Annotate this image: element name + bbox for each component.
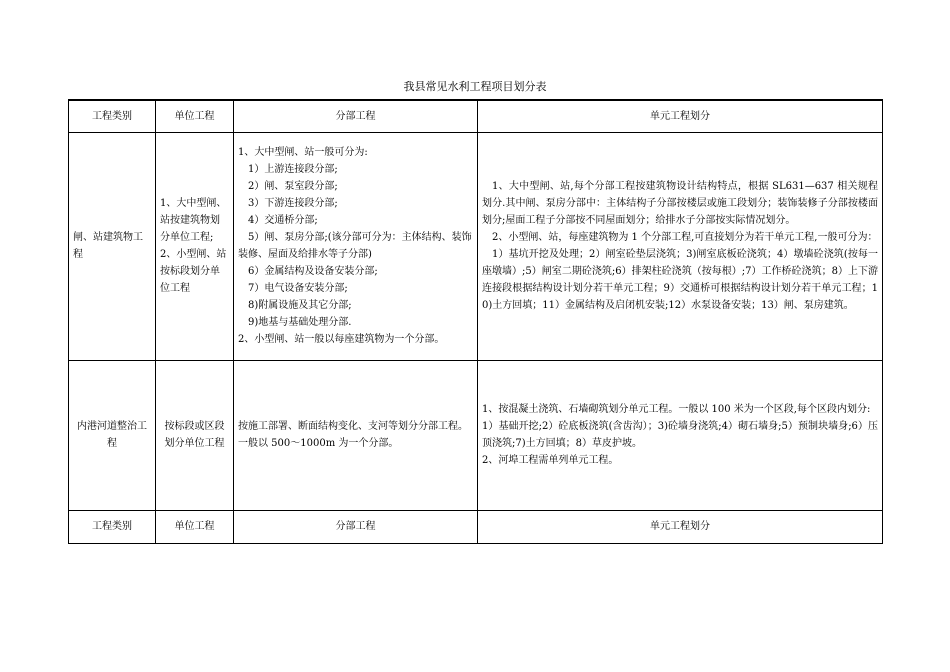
footer-header-division: 分部工程: [234, 510, 478, 543]
element-paragraph: 1）基坑开挖及处理；2）闸室砼垫层浇筑；3)闸室底板砼浇筑；4）墩墙砼浇筑(按每一座墩墙）;5）闸室二期砼浇筑;6）排架柱砼浇筑（按每根）;7）工作桥砼浇筑；8）上下游连接段根据结构设计划分若干单元工程；9）交通桥可根据结构设计划分若干单元工程；10)土方回填；11）金属结构及启闭机安装;12）水泵设备安装；13）闸、泵房建筑。: [482, 249, 878, 311]
division-line: 6）金属结构及设备安装分部;: [248, 266, 378, 277]
division-line: 1、大中型闸、站一般可分为:: [238, 147, 368, 158]
header-element: 单元工程划分: [478, 100, 883, 132]
cell-unit: [156, 132, 234, 360]
cell-category: 内港河道整治工程: [69, 360, 156, 510]
unit-line: 2、小型闸、站按标段划分单位工程: [160, 249, 227, 294]
cell-division: [234, 132, 478, 360]
element-paragraph: 2、小型闸、站，每座建筑物为 1 个分部工程,可直接划分为若干单元工程,一般可分为：: [492, 232, 878, 243]
element-line: 2、河埠工程需单列单元工程。: [482, 455, 619, 466]
unit-line: 1、大中型闸、站按建筑物划分单位工程;: [160, 198, 227, 243]
division-line: 7）电气设备安装分部;: [248, 283, 348, 294]
division-line: 5）闸、泵房分部;(该分部可分为：主体结构、装饰装修、屋面及给排水等子分部): [238, 232, 472, 260]
cell-category: 闸、站建筑物工程: [69, 132, 156, 360]
document-title: 我县常见水利工程项目划分表: [403, 80, 547, 93]
element-paragraph: 1、大中型闸、站,每个分部工程按建筑物设计结构特点，根据 SL631—637 相关规程划分.其中闸、泵房分部中：主体结构子分部按楼层或施工段划分；装饰装修子分部按楼面划分;屋面工程子分部按不同屋面划分；给排水子分部按实际情况划分。: [482, 181, 878, 226]
element-line: 1）基础开挖;2）砼底板浇筑(含齿沟）；3)砼墙身浇筑;4）砌石墙身;5）预制块墙身;6）压顶浇筑;7)土方回填；8）草皮护坡。: [482, 421, 878, 449]
cell-element: [478, 132, 883, 360]
division-line: 1）上游连接段分部;: [248, 164, 338, 175]
table-row-sluice: [69, 132, 883, 360]
division-line: 2、小型闸、站一般以每座建筑物为一个分部。: [238, 334, 445, 345]
element-line: 1、按混凝土浇筑、石墙砌筑划分单元工程。一般以 100 米为一个区段,每个区段内划分:: [482, 404, 871, 415]
header-row: [69, 100, 883, 132]
header-category: 工程类别: [69, 100, 156, 132]
table-row-river: [69, 360, 883, 510]
footer-header-unit: 单位工程: [156, 510, 234, 543]
cell-division: 按施工部署、断面结构变化、支河等划分分部工程。一般以 500～1000m 为一个分部。: [234, 360, 478, 510]
division-line: 9)地基与基础处理分部.: [248, 317, 352, 328]
project-division-table: [68, 99, 883, 544]
footer-header-element: 单元工程划分: [478, 510, 883, 543]
division-line: 4）交通桥分部;: [248, 215, 318, 226]
footer-header-row: [69, 510, 883, 543]
division-line: 3）下游连接段分部;: [248, 198, 338, 209]
cell-element: [478, 360, 883, 510]
header-unit: 单位工程: [156, 100, 234, 132]
division-line: 8)附属设施及其它分部;: [248, 300, 352, 311]
division-line: 2）闸、泵室段分部;: [248, 181, 338, 192]
footer-header-category: 工程类别: [69, 510, 156, 543]
header-division: 分部工程: [234, 100, 478, 132]
cell-unit: 按标段或区段划分单位工程: [156, 360, 234, 510]
